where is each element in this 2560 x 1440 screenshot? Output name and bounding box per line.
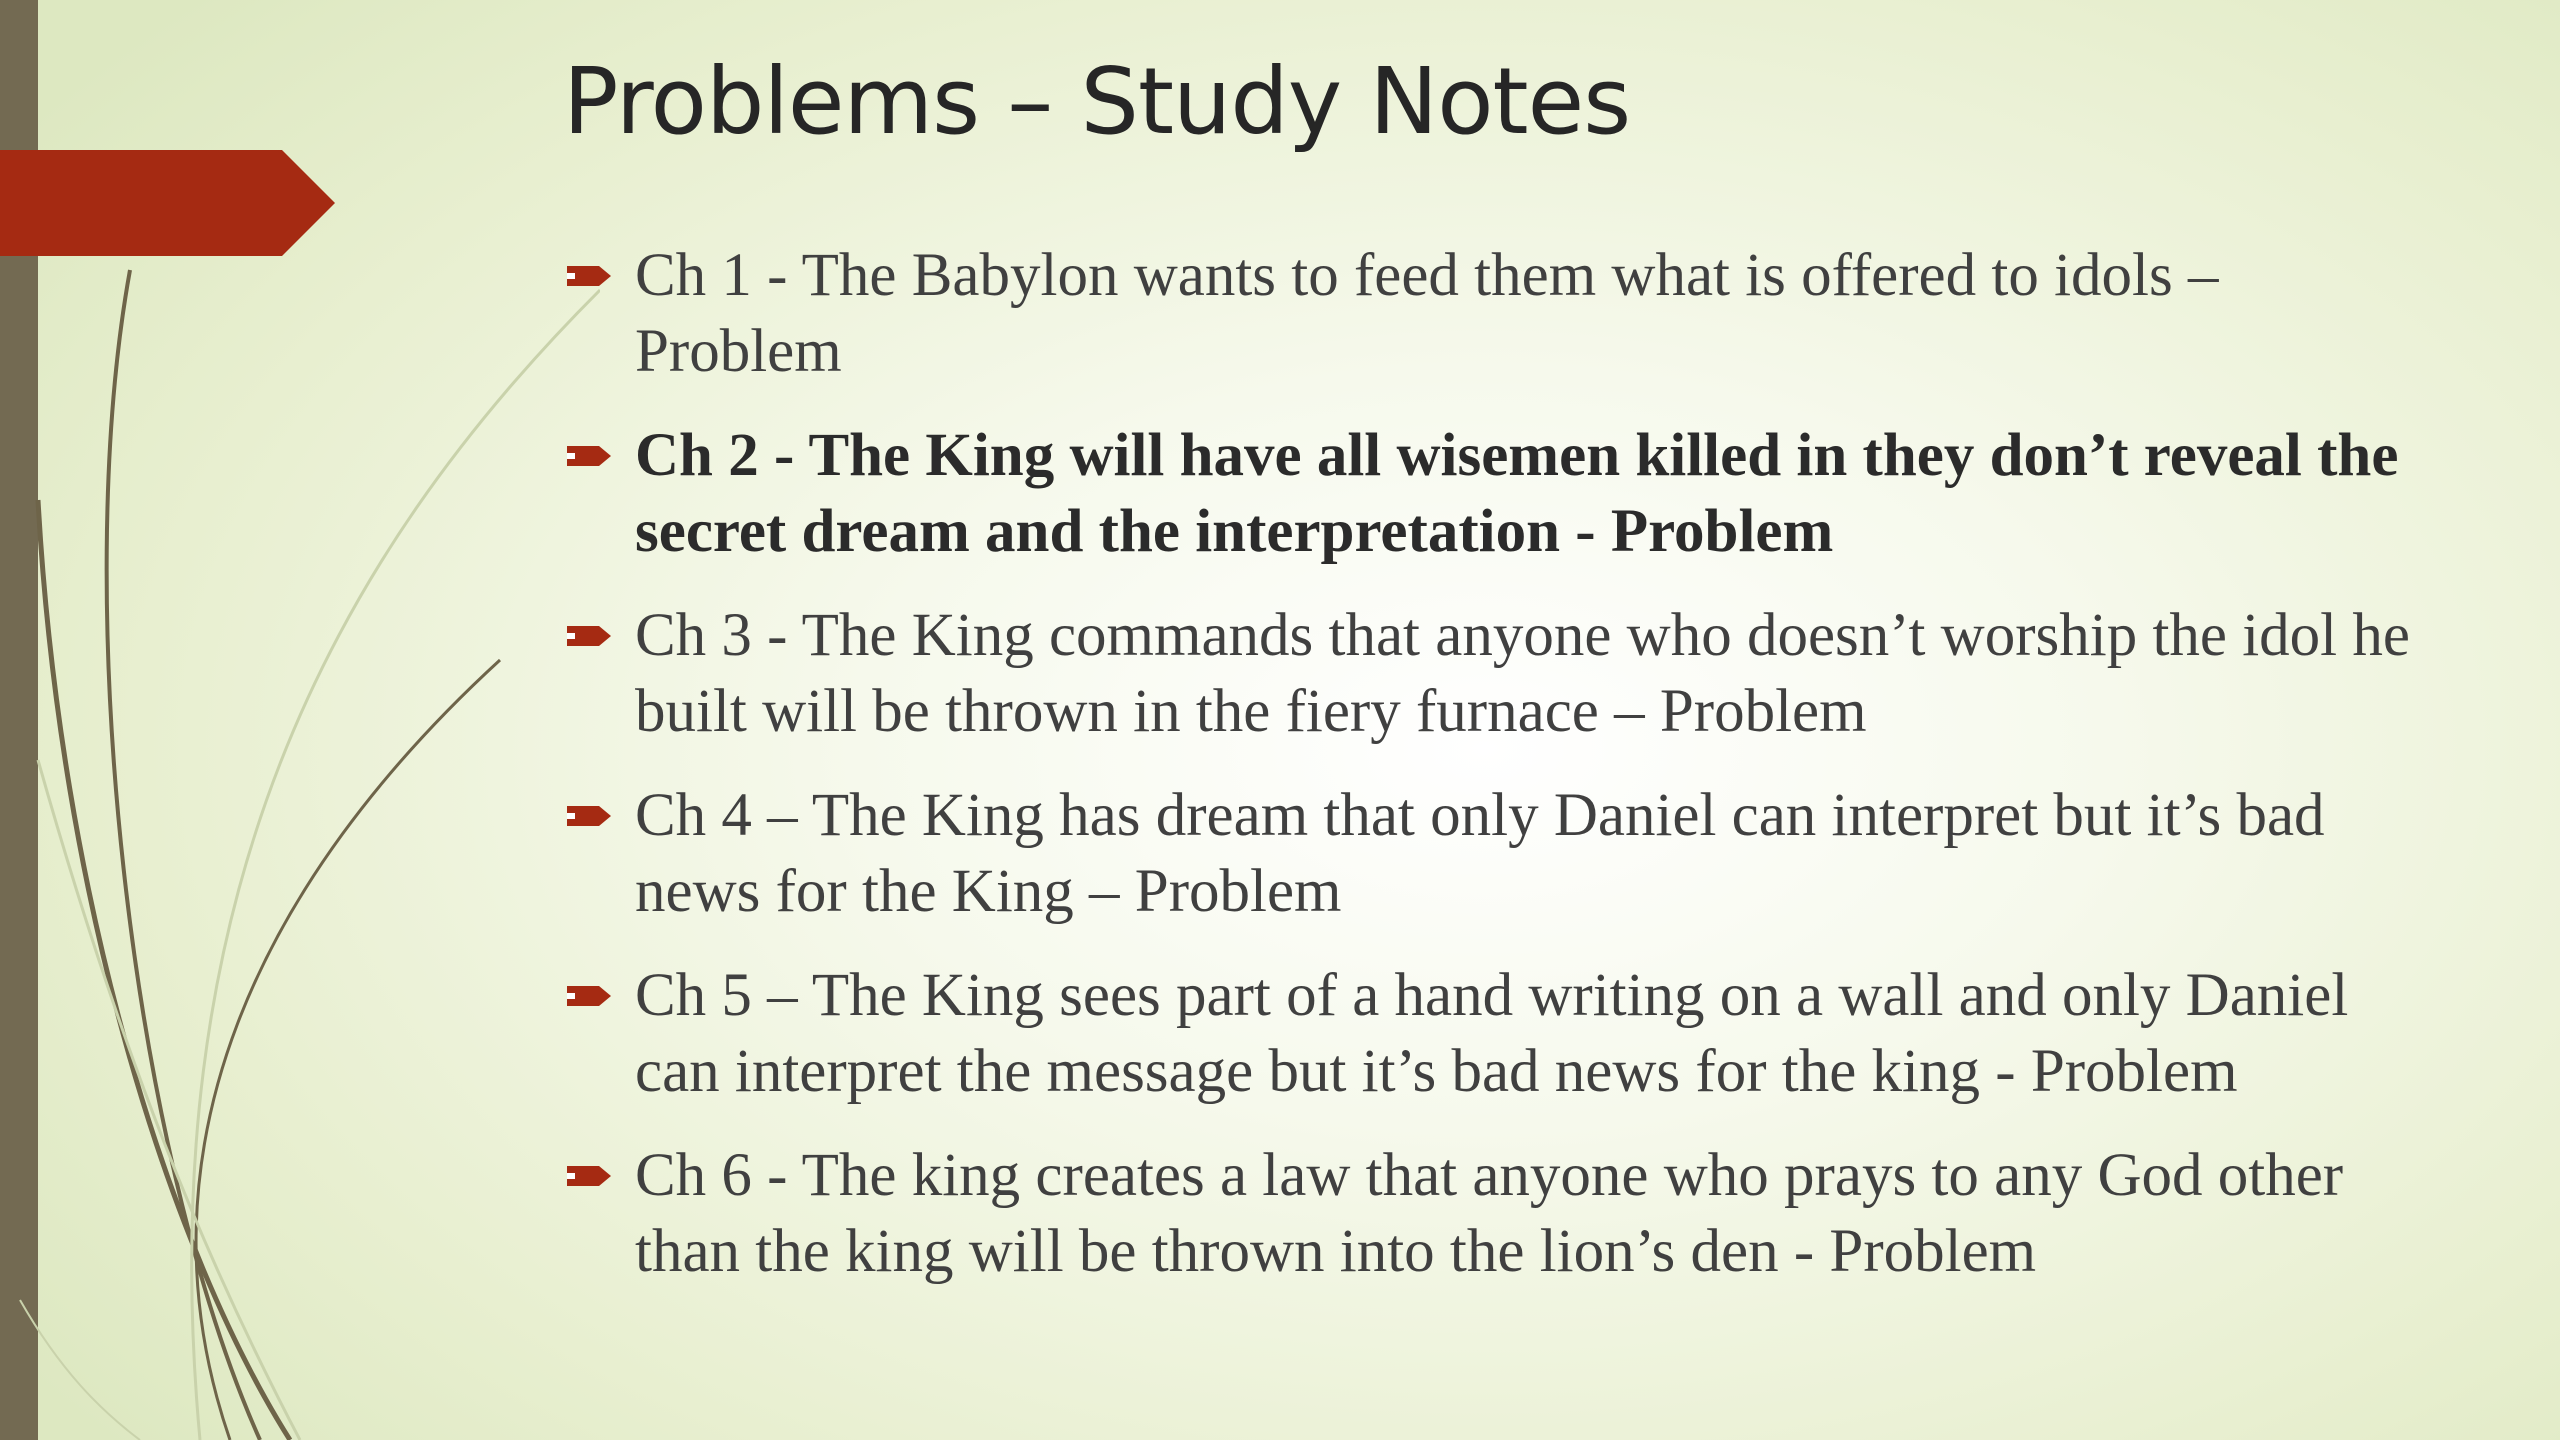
arrow-bullet-icon — [565, 1164, 613, 1188]
arrow-bullet-icon — [565, 984, 613, 1008]
slide-title: Problems – Study Notes — [563, 48, 1631, 155]
bullet-list — [565, 238, 2415, 1318]
bullet-text: Ch 6 - The king creates a law that anyone who prays to any God other than the king will be thrown into the lion’s den - Problem — [635, 1142, 2344, 1285]
arrow-bullet-icon — [565, 264, 613, 288]
bullet-item-ch6 — [565, 1138, 2415, 1290]
bullet-item-ch1 — [565, 238, 2415, 390]
bullet-text: Ch 3 - The King commands that anyone who doesn’t worship the idol he built will be thrown in the fiery furnace – Problem — [635, 602, 2410, 745]
bullet-item-ch4 — [565, 778, 2415, 930]
bullet-text: Ch 1 - The Babylon wants to feed them what is offered to idols – Problem — [635, 242, 2219, 385]
bullet-item-ch3 — [565, 598, 2415, 750]
bullet-item-ch5 — [565, 958, 2415, 1110]
bullet-text: Ch 4 – The King has dream that only Daniel can interpret but it’s bad news for the King – Problem — [635, 782, 2325, 925]
bullet-item-ch2 — [565, 418, 2415, 570]
title-arrow-icon — [0, 150, 335, 256]
arrow-bullet-icon — [565, 804, 613, 828]
bullet-text: Ch 2 - The King will have all wisemen killed in they don’t reveal the secret dream and the interpretation - Problem — [635, 422, 2399, 565]
arrow-bullet-icon — [565, 624, 613, 648]
bullet-text: Ch 5 – The King sees part of a hand writing on a wall and only Daniel can interpret the message but it’s bad news for the king - Problem — [635, 962, 2349, 1105]
arrow-bullet-icon — [565, 444, 613, 468]
